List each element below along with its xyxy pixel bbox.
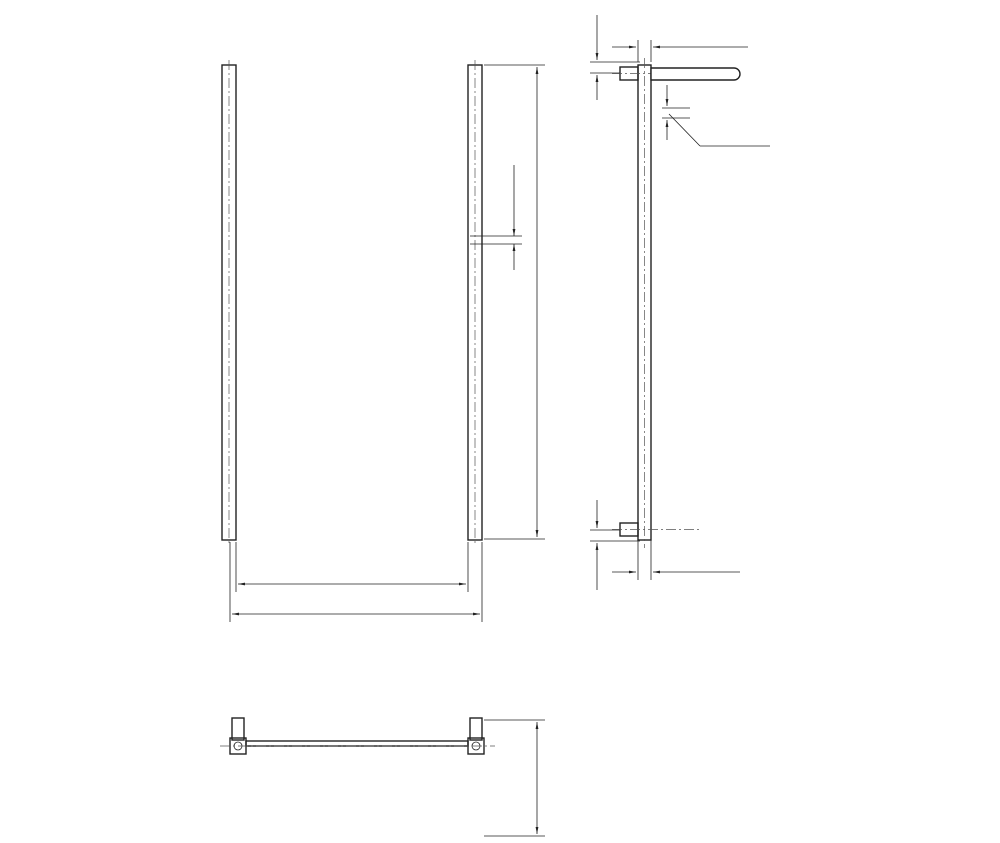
front-view [222, 60, 482, 545]
left-bracket [232, 718, 244, 740]
side-view [612, 58, 740, 548]
side-dimensions [590, 15, 770, 590]
top-dimensions [484, 720, 545, 836]
right-bracket [470, 718, 482, 740]
front-dimensions [230, 65, 545, 622]
top-shelf-profile [651, 68, 740, 80]
top-view [220, 718, 495, 754]
